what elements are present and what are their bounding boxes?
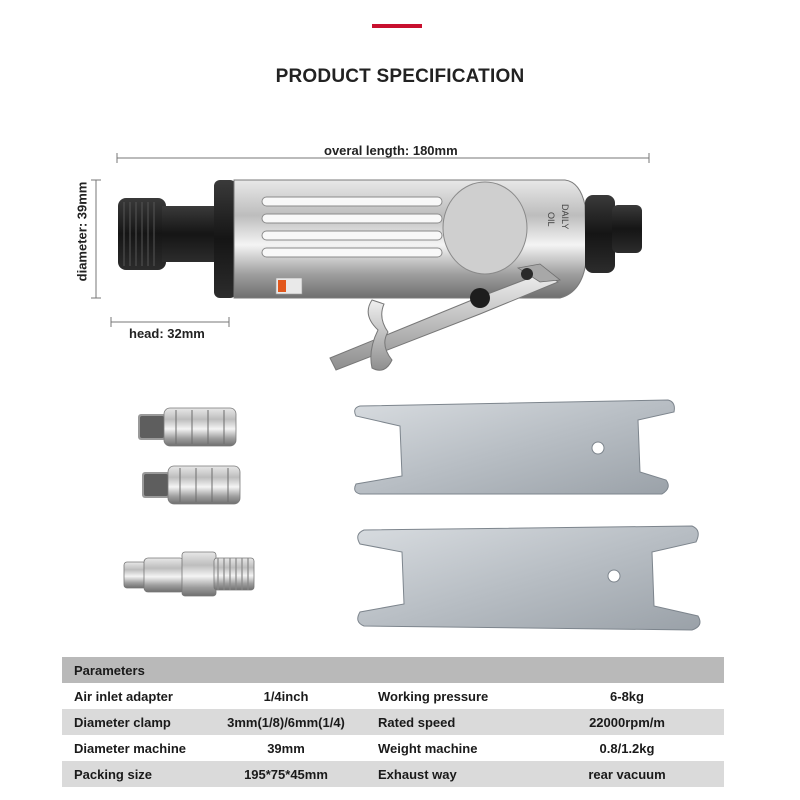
- table-row: [62, 709, 724, 735]
- row-value: 3mm(1/8)/6mm(1/4): [202, 709, 370, 735]
- air-coupler-icon: [118, 544, 262, 604]
- row-value: 39mm: [267, 740, 305, 756]
- row-value: 0.8/1.2kg: [599, 740, 655, 756]
- row-value: 22000rpm/m: [530, 709, 724, 735]
- row-label: Air inlet adapter: [74, 688, 173, 704]
- collet-small-icon: [136, 404, 246, 450]
- row-label: Weight machine: [378, 740, 478, 756]
- head-dimension-line: [111, 317, 229, 327]
- diameter-label: diameter: 39mm: [74, 181, 90, 282]
- wrench-top-icon: [350, 396, 680, 500]
- length-dimension-line: [117, 153, 649, 163]
- row-value: rear vacuum: [530, 761, 724, 787]
- table-header-row: [62, 657, 724, 683]
- table-row: [62, 683, 724, 709]
- overall-length-label: overal length: 180mm: [324, 143, 458, 158]
- wrench-bottom-icon: [352, 522, 706, 634]
- head-label: head: 32mm: [129, 326, 205, 341]
- daily-label: DAILY: [560, 204, 570, 230]
- oil-label: OIL: [546, 212, 556, 227]
- row-label: Diameter clamp: [62, 709, 202, 735]
- row-value: 195*75*45mm: [202, 761, 370, 787]
- collet-large-icon: [140, 462, 250, 508]
- spec-table: [62, 657, 724, 787]
- row-label: Working pressure: [378, 688, 489, 704]
- row-label: Packing size: [62, 761, 202, 787]
- table-header: Parameters: [62, 657, 724, 683]
- row-value: 6-8kg: [610, 688, 644, 704]
- table-row: [62, 761, 724, 787]
- diameter-dimension-line: [91, 180, 101, 298]
- row-value: 1/4inch: [263, 688, 309, 704]
- table-row: [62, 735, 724, 761]
- row-label: Diameter machine: [74, 740, 186, 756]
- row-label: Exhaust way: [370, 761, 530, 787]
- row-label: Rated speed: [370, 709, 530, 735]
- page-title: PRODUCT SPECIFICATION: [275, 66, 525, 87]
